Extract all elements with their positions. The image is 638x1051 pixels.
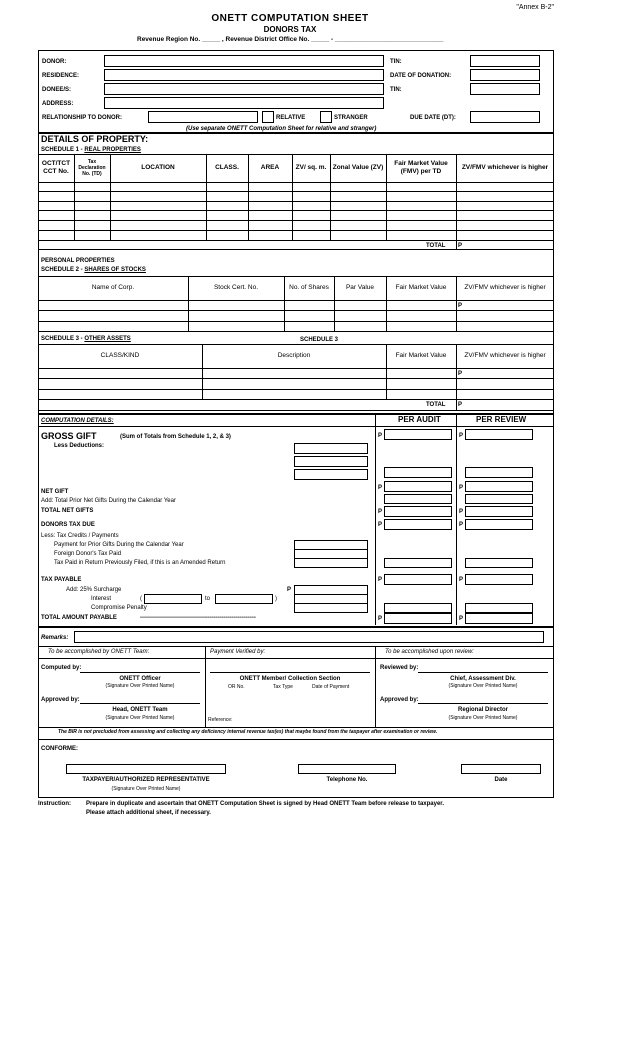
header-area: AREA <box>260 163 280 171</box>
computation-title: COMPUTATION DETAILS: <box>41 418 114 424</box>
interest-paren-close: ) <box>275 596 277 602</box>
compromise-field[interactable] <box>294 603 368 613</box>
other-assets-table <box>38 344 554 412</box>
prior-gifts-audit-field[interactable] <box>384 494 452 504</box>
total-audit-peso: P <box>378 616 383 622</box>
tax-payable-audit-peso: P <box>378 577 383 583</box>
taxpayer-signature-note: (Signature Over Printed Name) <box>111 786 181 792</box>
header-fmv-per-td: Fair Market Value (FMV) per TD <box>394 159 448 175</box>
interest-to-label: to <box>205 596 211 602</box>
regional-director-label: Regional Director <box>457 707 508 713</box>
interest-paren-open: ( <box>140 596 142 602</box>
deduction-field-1[interactable] <box>294 443 368 454</box>
personal-properties-label: PERSONAL PROPERTIES <box>41 258 115 264</box>
date-label: Date <box>494 777 508 783</box>
tax-payable-audit-field[interactable] <box>384 574 452 585</box>
date-of-payment-label: Date of Payment <box>312 684 350 690</box>
schedule2-peso: P <box>458 303 463 309</box>
total-audit-field[interactable] <box>384 613 452 624</box>
telephone-label: Telephone No. <box>326 777 368 783</box>
deduction-field-2[interactable] <box>294 456 368 467</box>
deduction-review-field[interactable] <box>465 467 533 478</box>
instruction-line-2: Please attach additional sheet, if necessary. <box>86 810 211 816</box>
bir-disclaimer: The BIR is not precluded from assessing and collecting any deficiency internal revenue tax(es) that maybe found from the taxpayer after examination or review. <box>58 729 438 735</box>
gross-gift-note: (Sum of Totals from Schedule 1, 2, & 3) <box>120 434 231 440</box>
date-of-donation-field[interactable] <box>470 69 540 81</box>
form-title: ONETT COMPUTATION SHEET <box>211 13 369 24</box>
header-par-value: Par Value <box>345 283 375 291</box>
net-gift-audit-field[interactable] <box>384 481 452 492</box>
header-zv-sqm: ZV/ sq. m. <box>295 163 327 171</box>
region-line: Revenue Region No. _____ , Revenue District Office No. _____ - ______________________________ <box>137 36 444 43</box>
real-properties-table <box>38 154 554 254</box>
instruction-line-1: Prepare in duplicate and ascertain that ONETT Computation Sheet is signed by Head ONETT Team before release to taxpayer. <box>86 801 444 807</box>
upon-review-note: To be accomplished upon review: <box>385 649 474 655</box>
donor-tin-field[interactable] <box>470 55 540 67</box>
gross-audit-field[interactable] <box>384 429 452 440</box>
annex-label: "Annex B-2" <box>516 4 554 11</box>
penalties-audit-field[interactable] <box>384 603 452 613</box>
relative-checkbox[interactable] <box>262 111 274 123</box>
stranger-checkbox[interactable] <box>320 111 332 123</box>
header-tax-declaration: Tax Declaration No. (TD) <box>78 158 106 178</box>
per-review-header: PER REVIEW <box>476 415 527 424</box>
donees-label: DONEE/S: <box>42 87 72 93</box>
interest-label: Interest <box>91 596 112 602</box>
header-zonal-value: Zonal Value (ZV) <box>332 163 384 171</box>
header-class: CLASS. <box>215 163 239 171</box>
donors-tax-due-label: DONORS TAX DUE <box>41 522 95 528</box>
header-no-of-shares: No. of Shares <box>289 283 329 291</box>
reviewed-by-label: Reviewed by: <box>380 665 419 671</box>
or-no-label: OR No. <box>228 684 245 690</box>
schedule3-label: SCHEDULE 3 - OTHER ASSETS <box>41 336 131 342</box>
amended-field[interactable] <box>294 558 368 568</box>
head-onett-label: Head, ONETT Team <box>112 707 168 713</box>
header-stock-higher: ZV/FMV whichever is higher <box>464 283 546 291</box>
relationship-field[interactable] <box>148 111 258 123</box>
header-class-kind: CLASS/KIND <box>100 351 140 359</box>
tax-payable-review-field[interactable] <box>465 574 533 585</box>
onett-member-label: ONETT Member/ Collection Section <box>239 676 341 682</box>
donor-label: DONOR: <box>42 59 67 65</box>
tax-payable-review-peso: P <box>459 577 464 583</box>
header-stock-fmv: Fair Market Value <box>395 283 447 291</box>
approved-by-review-label: Approved by: <box>380 697 419 703</box>
tax-due-review-peso: P <box>459 522 464 528</box>
net-gift-audit-peso: P <box>378 485 383 491</box>
conforme-label: CONFORME: <box>41 746 78 752</box>
donor-field[interactable] <box>104 55 384 67</box>
gross-audit-peso: P <box>378 433 383 439</box>
schedule1-label: SCHEDULE 1 - REAL PROPERTIES <box>41 147 141 153</box>
net-gift-label: NET GIFT <box>41 489 69 495</box>
gross-review-peso: P <box>459 433 464 439</box>
total-review-field[interactable] <box>465 613 533 624</box>
foreign-tax-label: Foreign Donor's Tax Paid <box>54 551 122 557</box>
approved-by-label: Approved by: <box>41 697 80 703</box>
remarks-field[interactable] <box>74 631 544 643</box>
due-date-label: DUE DATE (DT): <box>410 115 456 121</box>
gross-review-field[interactable] <box>465 429 533 440</box>
interest-from-field[interactable] <box>144 594 202 604</box>
total-net-review-field[interactable] <box>465 506 533 517</box>
schedule3-center-label: SCHEDULE 3 <box>300 337 339 343</box>
schedule3-peso: P <box>458 371 463 377</box>
total-net-review-peso: P <box>459 509 464 515</box>
surcharge-label: Add: 25% Surcharge <box>66 587 122 593</box>
total-net-gifts-label: TOTAL NET GIFTS <box>41 508 94 514</box>
stranger-label: STRANGER <box>334 115 368 121</box>
due-date-field[interactable] <box>470 111 540 123</box>
header-zv-fmv-higher: ZV/FMV whichever is higher <box>461 163 549 171</box>
header-oct-tct: OCT/TCT CCT No. <box>41 159 71 175</box>
per-audit-header: PER AUDIT <box>398 415 441 424</box>
relative-label: RELATIVE <box>276 115 306 121</box>
deduction-audit-field[interactable] <box>384 467 452 478</box>
computed-by-label: Computed by: <box>41 665 82 671</box>
taxpayer-label: TAXPAYER/AUTHORIZED REPRESENTATIVE <box>82 777 210 783</box>
chief-label: Chief, Assessment Div. <box>450 676 516 682</box>
donee-tin-field[interactable] <box>470 83 540 95</box>
header-other-higher: ZV/FMV whichever is higher <box>464 351 546 359</box>
total-net-audit-field[interactable] <box>384 506 452 517</box>
prior-gifts-review-field[interactable] <box>465 494 533 504</box>
compromise-label: Compromise Penalty <box>91 605 147 611</box>
less-deductions-label: Less Deductions: <box>54 443 105 449</box>
gross-gift-label: GROSS GIFT <box>41 431 97 441</box>
tax-due-audit-peso: P <box>378 522 383 528</box>
stocks-table <box>38 276 554 333</box>
onett-officer-label: ONETT Officer <box>119 676 161 682</box>
total-amount-dashes: ---------------------------------------------------------- <box>140 615 256 621</box>
header-stock-cert: Stock Cert. No. <box>213 283 259 291</box>
tax-due-audit-field[interactable] <box>384 519 452 530</box>
tax-payable-label: TAX PAYABLE <box>41 577 82 583</box>
header-name-of-corp: Name of Corp. <box>91 283 135 291</box>
credits-audit-field[interactable] <box>384 558 452 568</box>
total-net-audit-peso: P <box>378 509 383 515</box>
payment-verified-note: Payment Verified by: <box>210 649 266 655</box>
reference-label: Reference: <box>208 717 233 723</box>
schedule2-label: SCHEDULE 2 - SHARES OF STOCKS <box>41 267 146 273</box>
by-team-note: To be accomplished by ONETT Team: <box>48 649 150 655</box>
schedule3-name: OTHER ASSETS <box>84 336 131 342</box>
schedule3-total-label: TOTAL <box>426 402 446 408</box>
instruction-label: Instruction: <box>38 801 71 807</box>
address-field[interactable] <box>104 97 384 109</box>
deduction-field-3[interactable] <box>294 469 368 480</box>
date-field[interactable] <box>461 764 541 774</box>
date-of-donation-label: DATE OF DONATION: <box>390 73 452 79</box>
regional-signature-note: (Signature Over Printed Name) <box>448 715 518 721</box>
donee-tin-label: TIN: <box>390 87 402 93</box>
schedule1-total-peso: P <box>458 243 463 249</box>
residence-label: RESIDENCE: <box>42 73 80 79</box>
total-review-peso: P <box>459 616 464 622</box>
amended-label: Tax Paid in Return Previously Filed, if this is an Amended Return <box>54 560 226 566</box>
donees-field[interactable] <box>104 83 384 95</box>
header-other-fmv: Fair Market Value <box>395 351 447 359</box>
prior-payments-label: Payment for Prior Gifts During the Calendar Year <box>54 542 184 548</box>
less-credits-label: Less: Tax Credits / Payments <box>41 533 119 539</box>
details-title: DETAILS OF PROPERTY: <box>41 134 149 144</box>
surcharge-peso: P <box>287 587 292 593</box>
form-subtitle: DONORS TAX <box>263 25 317 34</box>
address-label: ADDRESS: <box>42 101 74 107</box>
penalties-review-field[interactable] <box>465 603 533 613</box>
schedule1-name: REAL PROPERTIES <box>84 147 141 153</box>
tax-due-review-field[interactable] <box>465 519 533 530</box>
tax-type-label: Tax Type <box>273 684 293 690</box>
schedule1-total-label: TOTAL <box>426 243 446 249</box>
head-signature-note: (Signature Over Printed Name) <box>105 715 175 721</box>
total-amount-label: TOTAL AMOUNT PAYABLE <box>41 615 117 621</box>
remarks-label: Remarks: <box>41 635 69 641</box>
credits-review-field[interactable] <box>465 558 533 568</box>
add-prior-label: Add: Total Prior Net Gifts During the Calendar Year <box>41 498 176 504</box>
interest-to-field[interactable] <box>215 594 273 604</box>
separate-sheet-note: (Use separate ONETT Computation Sheet for relative and stranger) <box>186 126 377 132</box>
header-location: LOCATION <box>141 163 175 171</box>
header-description: Description <box>277 351 311 359</box>
officer-signature-note: (Signature Over Printed Name) <box>105 683 175 689</box>
schedule3-total-peso: P <box>458 402 463 408</box>
donor-tin-label: TIN: <box>390 59 402 65</box>
chief-signature-note: (Signature Over Printed Name) <box>448 683 518 689</box>
residence-field[interactable] <box>104 69 384 81</box>
telephone-field[interactable] <box>298 764 396 774</box>
schedule2-name: SHARES OF STOCKS <box>84 267 146 273</box>
net-gift-review-field[interactable] <box>465 481 533 492</box>
relationship-label: RELATIONSHIP TO DONOR: <box>42 115 123 121</box>
taxpayer-signature-field[interactable] <box>66 764 226 774</box>
net-gift-review-peso: P <box>459 485 464 491</box>
